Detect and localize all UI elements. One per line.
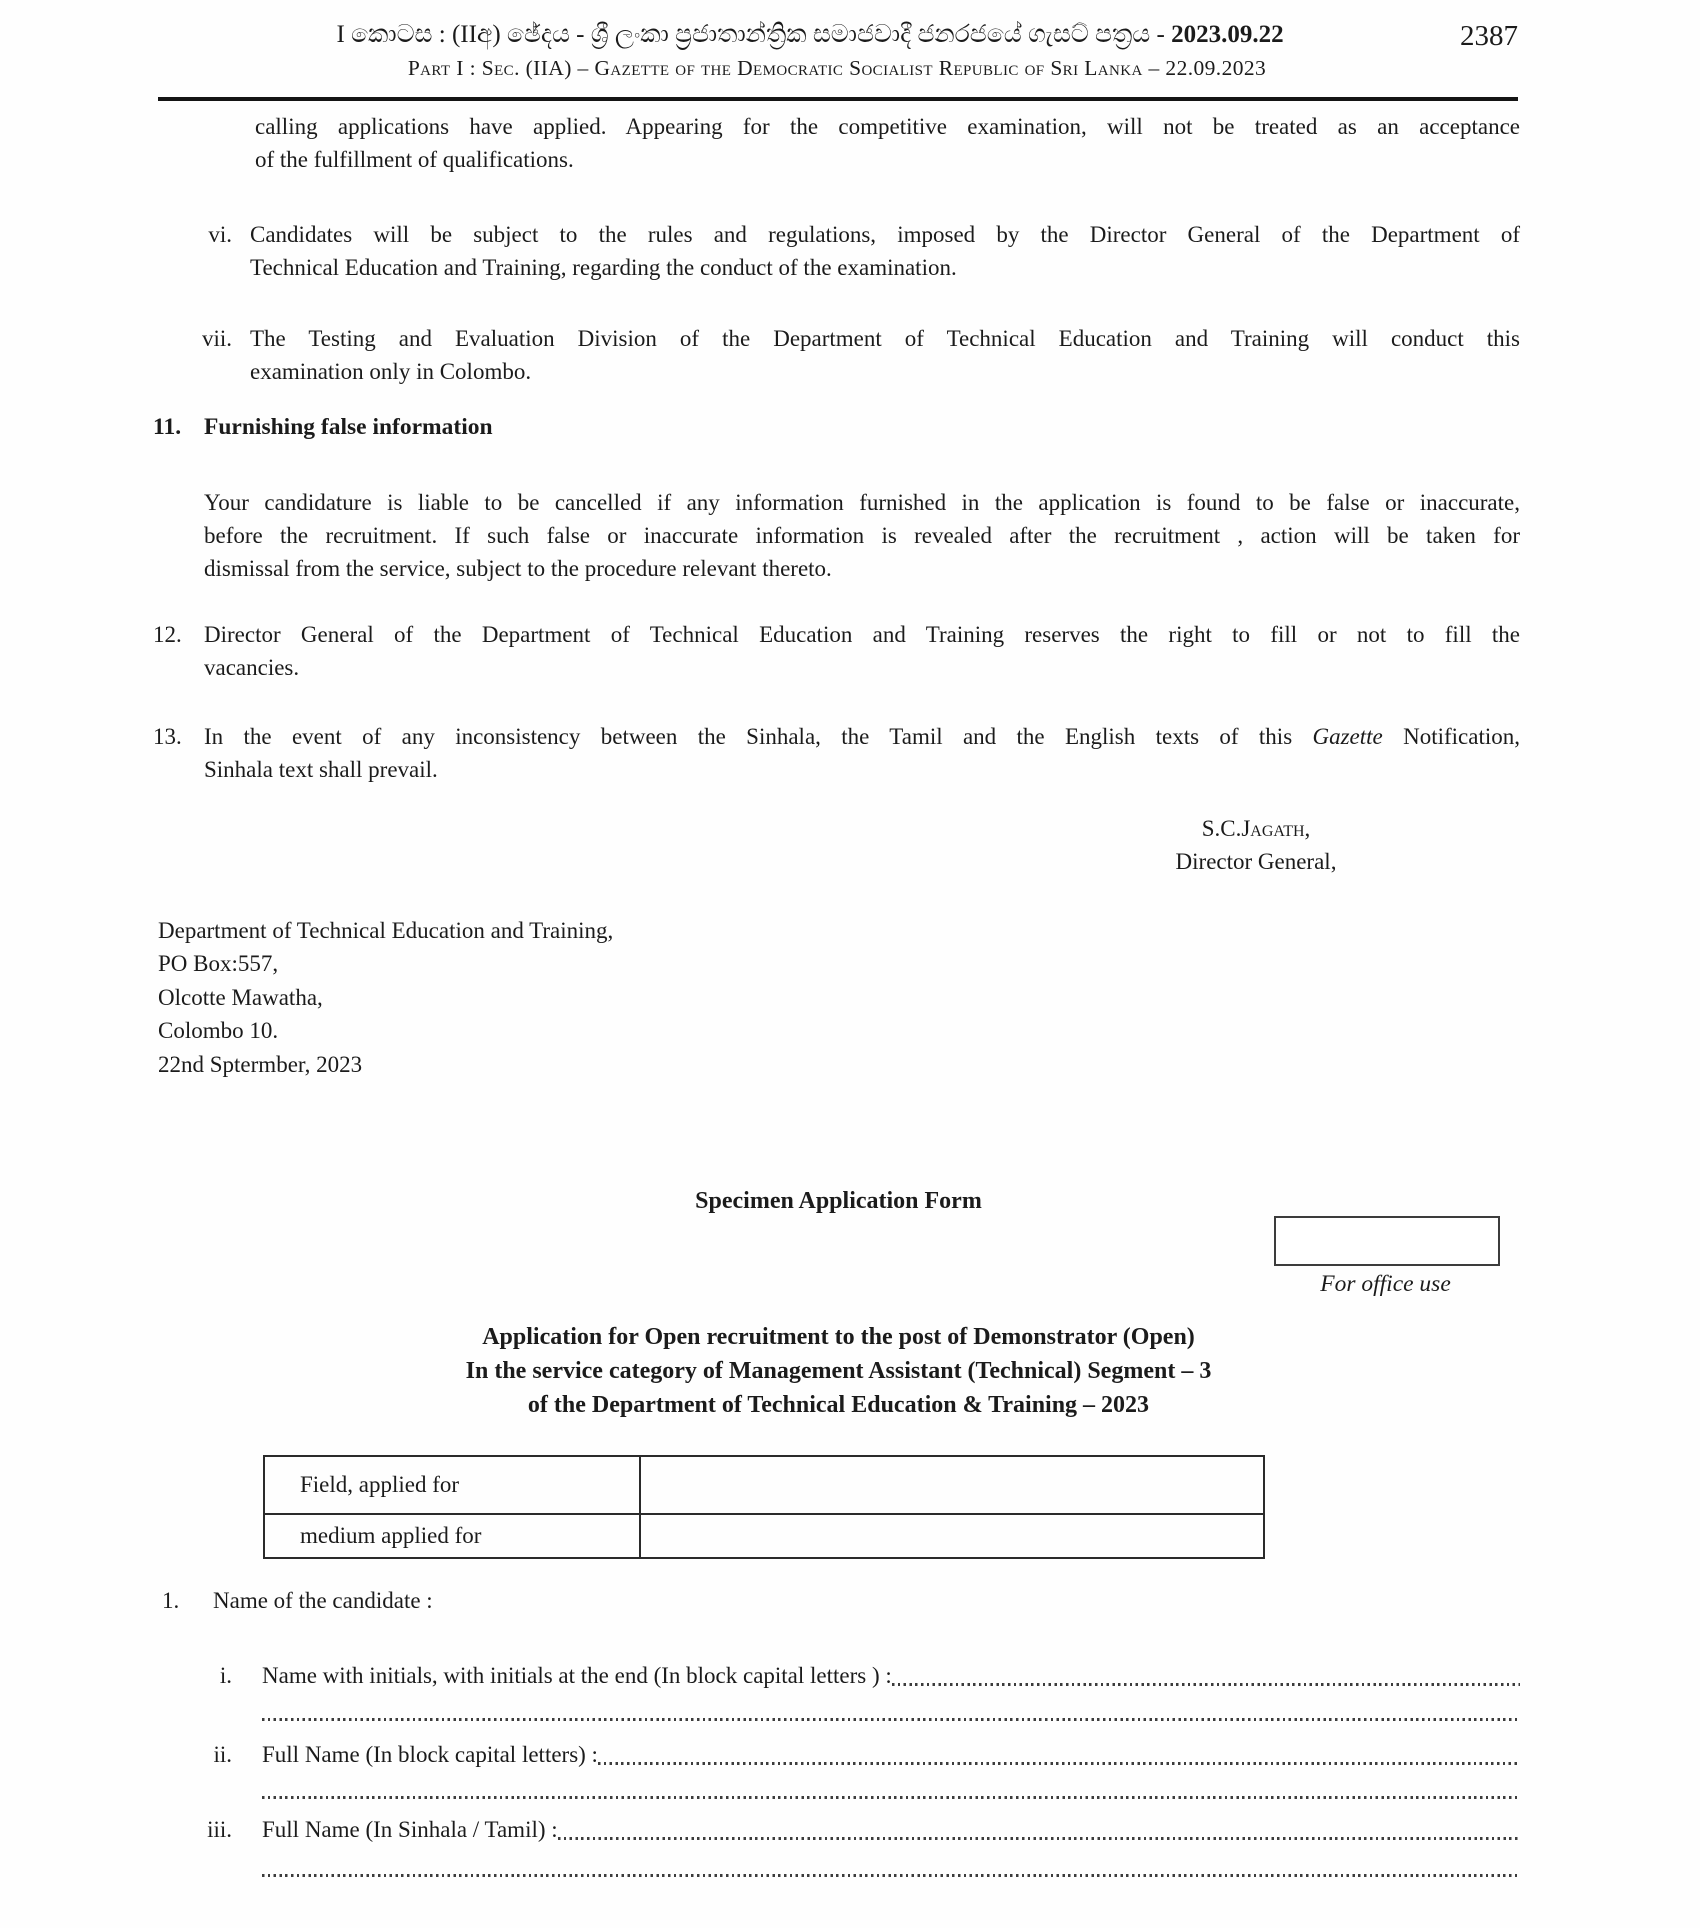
form-item-iii	[157, 1814, 1520, 1845]
form-item-i	[157, 1660, 1520, 1691]
header-sinhala-line	[130, 18, 1490, 52]
address-line: Department of Technical Education and Training,	[158, 918, 614, 943]
item-vi-label: vi.	[208, 222, 232, 247]
paragraph-line: of the fulfillment of qualifications.	[255, 147, 574, 172]
paragraph-line: vacancies.	[204, 655, 300, 680]
text-before-italic: In the event of any inconsistency between the Sinhala, the Tamil and the English texts of this	[204, 724, 1313, 749]
gazette-italic-word: Gazette	[1312, 724, 1383, 749]
table-row	[265, 1457, 1263, 1515]
paragraph-line: Candidates will be subject to the rules and regulations, imposed by the Director General of the Department of	[250, 222, 1520, 247]
section-11-number: 11.	[153, 414, 182, 440]
question-1-label: Name of the candidate :	[213, 1588, 433, 1613]
address-block	[158, 914, 613, 1081]
application-title-line: In the service category of Management Assistant (Technical) Segment – 3	[465, 1358, 1212, 1384]
address-line: PO Box:557,	[158, 951, 279, 977]
paragraph-line: dismissal from the service, subject to the procedure relevant thereto.	[204, 556, 832, 581]
table-row	[265, 1515, 1263, 1557]
form-item-ii	[157, 1739, 1520, 1770]
form-item-ii-label: ii.	[213, 1742, 232, 1767]
field-medium-table	[263, 1455, 1265, 1559]
answer-blank-line	[598, 1762, 1520, 1765]
header-english-line: Part I : Sec. (IIA) – Gazette of the Democratic Socialist Republic of Sri Lanka – 22.09.2023	[407, 56, 1267, 80]
header-sinhala-text: I කොටස : (IIඅ) ඡේදය - ශ්‍රී ලංකා ප්‍රජාතාන්ත්‍රික සමාජවාදී ජනරජයේ ගැසට් පත්‍රය -	[336, 21, 1172, 48]
form-item-ii-text: Full Name (In block capital letters) :	[262, 1742, 598, 1767]
paragraph-vii	[157, 322, 1520, 388]
form-item-i-label: i.	[219, 1663, 232, 1688]
office-use-label: For office use	[1320, 1271, 1451, 1297]
paragraph-line: Director General of the Department of Technical Education and Training reserves the right to fill or not to fill the	[204, 622, 1520, 647]
header-rule	[158, 97, 1518, 101]
section-11-heading	[153, 414, 1520, 441]
section-13	[153, 720, 1520, 786]
form-item-iii-text: Full Name (In Sinhala / Tamil) :	[262, 1817, 558, 1842]
signatory-name: S.C.Jagath,	[1201, 816, 1311, 841]
answer-blank-line	[262, 1796, 1518, 1799]
paragraph-continuation	[255, 110, 1520, 176]
specimen-form-title: Specimen Application Form	[695, 1188, 982, 1214]
office-use-box	[1274, 1216, 1500, 1266]
section-11-body	[204, 486, 1520, 585]
paragraph-line: Your candidature is liable to be cancelled if any information furnished in the application is found to be false or inaccurate,	[204, 490, 1520, 515]
question-1	[157, 1588, 1520, 1614]
paragraph-line: Sinhala text shall prevail.	[204, 757, 438, 782]
paragraph-line: The Testing and Evaluation Division of the Department of Technical Education and Training will conduct this	[250, 326, 1520, 351]
paragraph-line: examination only in Colombo.	[250, 359, 532, 384]
text-after-italic: Notification,	[1382, 724, 1521, 749]
answer-blank-line	[892, 1683, 1520, 1686]
paragraph-line: Technical Education and Training, regarding the conduct of the examination.	[250, 255, 957, 280]
field-applied-value[interactable]	[641, 1457, 1263, 1513]
application-title	[157, 1320, 1520, 1422]
answer-blank-line	[262, 1718, 1518, 1721]
answer-blank-line	[558, 1837, 1520, 1840]
section-12	[153, 618, 1520, 684]
address-date: 22nd Sptermber, 2023	[158, 1051, 363, 1077]
section-13-number: 13.	[153, 724, 182, 749]
paragraph-line	[204, 720, 1520, 753]
paragraph-vi	[157, 218, 1520, 284]
form-item-i-text: Name with initials, with initials at the end (In block capital letters ) :	[262, 1663, 892, 1688]
page-number: 2387	[1460, 20, 1518, 52]
header-sinhala-date: 2023.09.22	[1171, 21, 1284, 48]
field-applied-label: Field, applied for	[265, 1457, 641, 1513]
application-title-line: of the Department of Technical Education & Training – 2023	[527, 1392, 1150, 1418]
signature-block	[1101, 812, 1411, 878]
section-12-number: 12.	[153, 622, 182, 647]
signatory-title: Director General,	[1175, 849, 1337, 874]
paragraph-line: calling applications have applied. Appearing for the competitive examination, will not be treated as an acceptance	[255, 114, 1520, 139]
question-1-number: 1.	[162, 1588, 180, 1613]
application-title-line: Application for Open recruitment to the post of Demonstrator (Open)	[482, 1324, 1195, 1350]
medium-applied-label: medium applied for	[265, 1515, 641, 1557]
medium-applied-value[interactable]	[641, 1515, 1263, 1557]
paragraph-line: before the recruitment. If such false or inaccurate information is revealed after the recruitment , action will be taken for	[204, 523, 1520, 548]
section-11-title: Furnishing false information	[204, 414, 493, 440]
answer-blank-line	[262, 1874, 1518, 1877]
address-line: Olcotte Mawatha,	[158, 984, 323, 1010]
item-vii-label: vii.	[201, 326, 232, 351]
form-item-iii-label: iii.	[207, 1817, 232, 1842]
address-line: Colombo 10.	[158, 1018, 279, 1044]
